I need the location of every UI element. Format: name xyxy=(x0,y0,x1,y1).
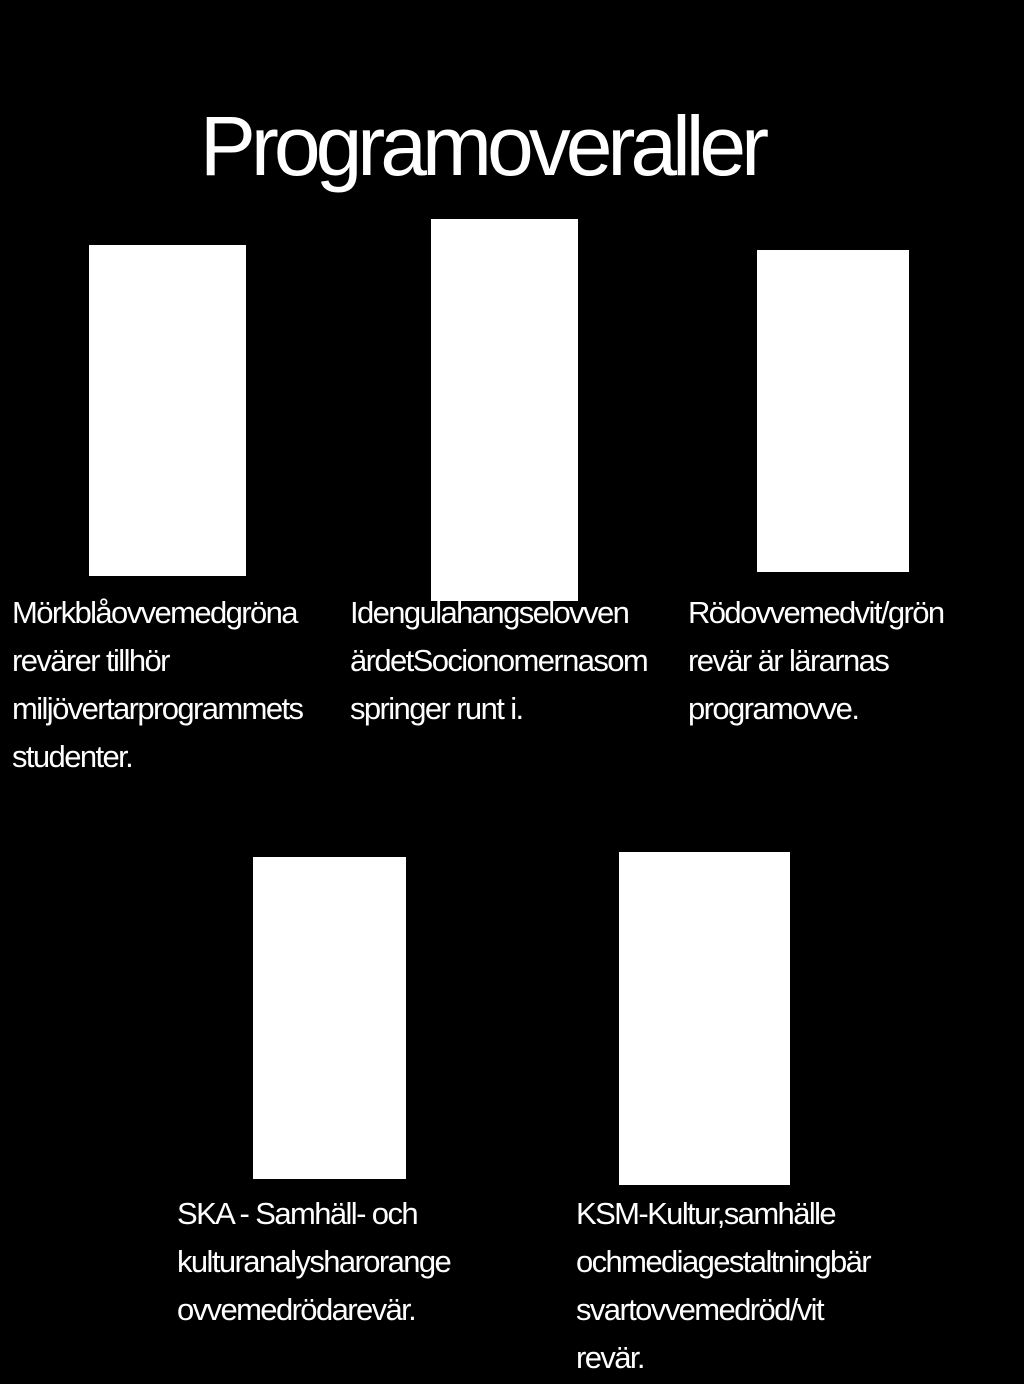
overall-image-4 xyxy=(253,857,406,1179)
overall-image-2 xyxy=(431,219,578,601)
caption-ksm: KSM-Kultur,samhälle ochmediagestaltningbär svartovvemedröd/vit revär. xyxy=(576,1196,870,1375)
overall-image-3 xyxy=(757,250,909,572)
overall-image-1 xyxy=(89,245,246,576)
overall-image-5 xyxy=(619,852,790,1185)
caption-miljovetare: Mörkblåovvemedgröna revärer tillhör miljövertarprogrammets studenter. xyxy=(12,595,303,774)
page-title: Programoveraller xyxy=(199,99,765,194)
caption-ska: SKA - Samhäll- och kulturanalysharorange ovvemedrödarevär. xyxy=(177,1196,451,1327)
caption-socionom: Idengulahangselovven ärdetSocionomernasom springer runt i. xyxy=(350,595,648,726)
caption-larare: Rödovvemedvit/grön revär är lärarnas programovve. xyxy=(688,595,944,726)
